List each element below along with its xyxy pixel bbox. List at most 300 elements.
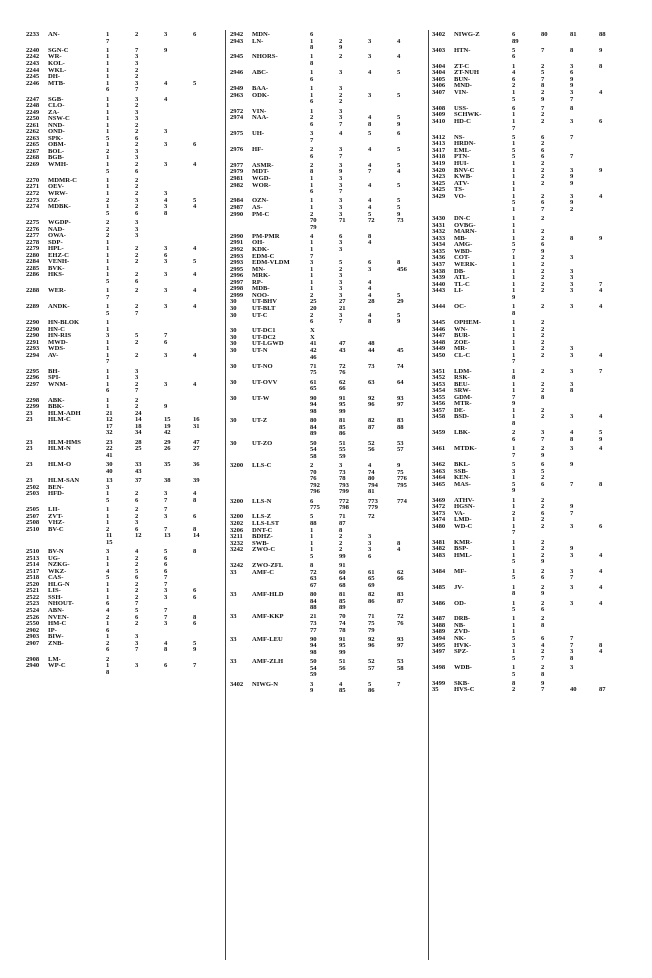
value-4-cell <box>599 359 628 366</box>
value-1-cell: 21 <box>106 409 113 417</box>
value-4-cell <box>397 154 426 161</box>
area-code-cell: 3482 <box>432 545 446 553</box>
value-3-cell: 4 <box>368 278 372 286</box>
value-3-cell: 29 <box>164 438 171 446</box>
value-3-cell: 8 <box>570 46 574 54</box>
value-3-cell: 3 <box>570 445 574 453</box>
station-code-cell: UT-OVV <box>252 378 278 386</box>
value-1-cell: 58 <box>310 452 317 460</box>
station-code-cell: ATV- <box>454 179 470 187</box>
area-code-cell <box>230 99 252 106</box>
value-1-cell: 1 <box>310 272 314 280</box>
value-4-cell: 5 <box>193 79 197 87</box>
area-code-cell <box>230 409 252 416</box>
value-1-cell: 65 <box>310 385 317 393</box>
value-2-cell <box>339 138 368 145</box>
value-3-cell <box>570 126 599 133</box>
value-2-cell <box>135 39 164 46</box>
area-code-cell <box>26 469 48 476</box>
value-4-cell: 47 <box>193 438 200 446</box>
value-1-cell: 71 <box>310 362 317 370</box>
value-1-cell: 5 <box>310 513 314 521</box>
value-1-cell: 46 <box>310 353 317 361</box>
value-2-cell: 2 <box>541 503 545 511</box>
value-4-cell: 4 <box>599 445 603 453</box>
table-row-continuation <box>432 530 638 537</box>
value-2-cell: 2 <box>541 545 545 553</box>
value-2-cell: 2 <box>135 580 139 588</box>
value-2-cell: 2 <box>541 215 545 223</box>
value-1-cell: 1 <box>512 303 516 311</box>
value-4-cell: 4 <box>397 37 401 45</box>
value-2-cell <box>541 530 570 537</box>
value-3-cell: 779 <box>368 504 378 512</box>
station-code-cell: OND- <box>48 128 65 136</box>
value-2-cell: 3 <box>541 429 545 437</box>
station-code-cell: LLS-Z <box>252 513 272 521</box>
area-code-cell <box>432 607 454 614</box>
value-3-cell: 4 <box>164 639 168 647</box>
column-2 <box>230 32 426 695</box>
value-3-cell <box>368 61 397 68</box>
value-3-cell <box>368 225 397 232</box>
value-2-cell: 4 <box>339 130 343 138</box>
value-4-cell: 9 <box>599 234 603 242</box>
value-1-cell: 3 <box>106 332 110 340</box>
value-2-cell: 71 <box>339 513 346 521</box>
value-3-cell: 5 <box>368 210 372 218</box>
area-code-cell: 2514 <box>26 561 40 569</box>
station-code-cell: HN-BLOK <box>48 319 80 326</box>
area-code-cell <box>26 39 48 46</box>
area-code-cell: 23 <box>26 461 33 469</box>
table-row-continuation <box>230 489 426 496</box>
value-3-cell <box>368 454 397 461</box>
station-code-cell: AV- <box>48 351 59 359</box>
value-1-cell: 3 <box>512 641 516 649</box>
station-code-cell: ABN- <box>48 607 65 614</box>
table-row-continuation <box>432 295 638 302</box>
value-2-cell: 2 <box>541 140 545 148</box>
value-3-cell: 9 <box>570 503 574 511</box>
value-2-cell: 7 <box>339 188 343 196</box>
value-1-cell: 6 <box>310 75 314 83</box>
value-1-cell: 5 <box>512 654 516 662</box>
value-2-cell <box>541 488 570 495</box>
value-3-cell: 7 <box>164 574 168 582</box>
station-code-cell: SSH- <box>48 593 63 601</box>
value-2-cell: 2 <box>541 648 545 656</box>
value-1-cell: 7 <box>512 451 516 459</box>
station-code-cell: WR- <box>48 53 62 61</box>
station-code-cell: AMF-HLD <box>252 591 284 599</box>
value-3-cell: 82 <box>368 591 375 599</box>
area-code-cell: 2284 <box>26 258 40 266</box>
value-3-cell: 4 <box>164 95 168 103</box>
value-4-cell: 7 <box>193 662 197 670</box>
value-1-cell: 3 <box>310 259 314 267</box>
value-3-cell: 7 <box>164 580 168 588</box>
area-code-cell <box>230 454 252 461</box>
station-code-cell: SCHWK- <box>454 111 482 119</box>
value-2-cell: 3 <box>135 225 139 233</box>
area-code-cell: 2903 <box>26 633 40 641</box>
value-2-cell: 3 <box>135 79 139 87</box>
value-4-cell: 4 <box>397 546 401 554</box>
area-code-cell: 3464 <box>432 474 446 482</box>
station-code-cell: UT-N <box>252 347 268 355</box>
value-1-cell: 84 <box>310 597 317 605</box>
station-code-cell: SGN-C <box>48 46 69 54</box>
value-4-cell: 6 <box>193 141 197 149</box>
value-1-cell: 6 <box>512 31 516 38</box>
area-code-cell <box>432 656 454 663</box>
value-4-cell <box>193 279 222 286</box>
value-4-cell: 14 <box>193 532 200 540</box>
column-3 <box>432 32 638 694</box>
value-2-cell: 2 <box>541 664 545 672</box>
area-code-cell: 3242 <box>230 562 244 570</box>
value-2-cell: 7 <box>135 646 139 654</box>
table-row-continuation <box>230 583 426 590</box>
value-3-cell: 3 <box>164 160 168 168</box>
area-code-cell <box>432 575 454 582</box>
value-3-cell: 3 <box>368 539 372 547</box>
value-1-cell: 2 <box>106 232 110 240</box>
value-3-cell: 3 <box>570 280 574 288</box>
value-3-cell: 96 <box>368 401 375 409</box>
value-1-cell: X <box>310 327 315 335</box>
value-4-cell: 8 <box>397 539 401 547</box>
area-code-cell: 3418 <box>432 153 446 161</box>
area-code-cell: 30 <box>230 311 237 319</box>
station-code-cell <box>252 650 310 657</box>
station-code-cell: LLS-C <box>252 462 272 470</box>
value-1-cell: 6 <box>512 75 516 83</box>
value-1-cell: 6 <box>512 53 516 61</box>
value-4-cell: 5 <box>397 69 401 77</box>
value-2-cell: 2 <box>135 271 139 279</box>
value-1-cell: 2 <box>310 161 314 169</box>
value-4-cell: 5 <box>397 311 401 319</box>
area-code-cell: 3429 <box>432 192 446 200</box>
value-4-cell: 9 <box>397 120 401 128</box>
value-3-cell: 4 <box>368 291 372 299</box>
value-2-cell: 2 <box>135 338 139 346</box>
value-2-cell: 6 <box>541 461 545 469</box>
value-1-cell: 1 <box>106 128 110 136</box>
value-3-cell: 3 <box>570 267 574 275</box>
value-2-cell: 33 <box>135 461 142 469</box>
area-code-cell: 2290 <box>26 332 40 340</box>
value-1-cell: 15 <box>106 538 113 546</box>
station-code-cell: ZT-C <box>454 62 470 70</box>
area-code-cell: 3445 <box>432 319 446 326</box>
value-3-cell: 6 <box>164 338 168 346</box>
value-3-cell: 26 <box>164 445 171 453</box>
value-3-cell: 7 <box>570 574 574 582</box>
value-2-cell: 3 <box>339 210 343 218</box>
value-3-cell: 3 <box>570 351 574 359</box>
value-2-cell: 2 <box>541 303 545 311</box>
value-1-cell: 7 <box>512 393 516 401</box>
area-code-cell: 3463 <box>432 467 446 475</box>
value-4-cell <box>397 454 426 461</box>
value-2-cell: 2 <box>135 66 139 74</box>
value-1-cell: 1 <box>310 53 314 61</box>
area-code-cell: 3200 <box>230 513 244 521</box>
value-3-cell <box>164 453 193 460</box>
value-4-cell <box>599 656 628 663</box>
value-2-cell: 3 <box>135 639 139 647</box>
value-3-cell: 3 <box>570 62 574 70</box>
station-code-cell <box>252 505 310 512</box>
area-code-cell: 30 <box>230 362 237 370</box>
value-1-cell: 1 <box>106 662 110 670</box>
area-code-cell: 3498 <box>432 664 446 672</box>
value-2-cell: 7 <box>339 152 343 160</box>
value-3-cell: 86 <box>368 687 375 695</box>
value-3-cell <box>368 605 397 612</box>
value-1-cell: 1 <box>310 174 314 182</box>
value-2-cell: 78 <box>339 475 346 483</box>
value-3-cell: 8 <box>570 387 574 395</box>
station-code-cell: JV- <box>454 583 464 591</box>
value-3-cell: 4 <box>368 197 372 205</box>
station-code-cell <box>48 388 106 395</box>
value-2-cell: 3 <box>339 285 343 293</box>
area-code-cell: 2993 <box>230 252 244 260</box>
area-code-cell: 3408 <box>432 104 446 112</box>
value-3-cell <box>570 530 599 537</box>
value-3-cell: 19 <box>164 422 171 430</box>
station-code-cell <box>454 488 512 495</box>
value-1-cell: 94 <box>310 642 317 650</box>
area-code-cell <box>230 505 252 512</box>
value-2-cell: 2 <box>135 128 139 136</box>
value-1-cell: 1 <box>512 599 516 607</box>
value-4-cell <box>193 39 222 46</box>
value-4-cell: 6 <box>193 620 197 628</box>
table-row-continuation <box>26 453 222 460</box>
value-3-cell: 3 <box>570 345 574 353</box>
area-code-cell <box>432 207 454 214</box>
station-code-cell <box>48 498 106 505</box>
area-code-cell: 3473 <box>432 509 446 517</box>
station-code-cell: NHORS- <box>252 53 278 61</box>
value-1-cell: 1 <box>512 88 516 96</box>
value-2-cell: 2 <box>541 367 545 375</box>
value-2-cell: 74 <box>339 620 346 628</box>
station-code-cell <box>252 189 310 196</box>
area-code-cell: 2295 <box>26 367 40 375</box>
value-3-cell <box>164 388 193 395</box>
station-code-cell <box>48 279 106 286</box>
value-1-cell: 1 <box>512 205 516 213</box>
area-code-cell: 30 <box>230 347 237 355</box>
station-code-cell <box>252 99 310 106</box>
value-1-cell: 5 <box>512 199 516 207</box>
value-3-cell <box>368 650 397 657</box>
area-code-cell: 2278 <box>26 238 40 246</box>
value-4-cell <box>193 295 222 302</box>
station-code-cell: BV-C <box>48 525 64 533</box>
station-code-cell: LN- <box>252 37 264 45</box>
station-code-cell: UT-DC1 <box>252 327 276 335</box>
station-code-cell: VA- <box>454 509 465 517</box>
value-4-cell: 66 <box>397 575 404 583</box>
area-code-cell: 2946 <box>230 69 244 77</box>
value-1-cell: 2 <box>310 291 314 299</box>
area-code-cell: 2285 <box>26 264 40 272</box>
area-code-cell <box>432 437 454 444</box>
area-code-cell: 3488 <box>432 621 446 629</box>
value-1-cell: 9 <box>512 400 516 408</box>
area-code-cell: 2507 <box>26 512 40 520</box>
area-code-cell: 35 <box>432 686 439 694</box>
area-code-cell: 3440 <box>432 280 446 288</box>
value-2-cell: 2 <box>339 98 343 106</box>
value-1-cell: 1 <box>310 526 314 534</box>
station-code-cell: WERK- <box>454 261 478 269</box>
value-1-cell: 2 <box>106 218 110 226</box>
value-1-cell: 6 <box>310 152 314 160</box>
value-3-cell: 13 <box>164 532 171 540</box>
value-4-cell <box>397 370 426 377</box>
value-2-cell: 4 <box>135 548 139 556</box>
value-1-cell: 1 <box>310 181 314 189</box>
value-2-cell: 95 <box>339 401 346 409</box>
value-1-cell: 22 <box>106 445 113 453</box>
value-1-cell: 5 <box>512 461 516 469</box>
value-1-cell: 5 <box>512 635 516 643</box>
area-code-cell: 2510 <box>26 525 40 533</box>
value-3-cell: 9 <box>570 173 574 181</box>
value-4-cell <box>397 672 426 679</box>
station-code-cell: BV-N <box>48 548 64 556</box>
value-4-cell: 456 <box>397 265 407 273</box>
station-code-cell: RP- <box>252 278 263 286</box>
area-code-cell: 3202 <box>230 519 244 527</box>
area-code-cell: 33 <box>230 658 237 666</box>
station-code-cell: SPI- <box>48 374 61 382</box>
table-row-continuation <box>230 688 426 695</box>
value-4-cell: 9 <box>599 46 603 54</box>
value-3-cell: 9 <box>570 75 574 83</box>
value-3-cell: 4 <box>368 181 372 189</box>
station-code-cell: LDM- <box>454 367 472 375</box>
value-2-cell: 7 <box>339 318 343 326</box>
area-code-cell <box>230 672 252 679</box>
value-4-cell: 6 <box>193 512 197 520</box>
area-code-cell: 2249 <box>26 108 40 116</box>
value-3-cell: 92 <box>368 635 375 643</box>
value-2-cell: 3 <box>339 239 343 247</box>
station-code-cell <box>48 540 106 547</box>
value-3-cell: 96 <box>368 642 375 650</box>
value-1-cell: 2 <box>310 311 314 319</box>
value-3-cell: 3 <box>164 287 168 295</box>
value-3-cell: 3 <box>570 583 574 591</box>
table-row-continuation <box>230 672 426 679</box>
value-2-cell: 85 <box>339 687 346 695</box>
station-code-cell: NND- <box>48 121 65 129</box>
value-2-cell: 5 <box>135 567 139 575</box>
area-code-cell: 2288 <box>26 287 40 295</box>
value-2-cell: 2 <box>541 445 545 453</box>
area-code-cell: 3484 <box>432 567 446 575</box>
station-code-cell: HD-C <box>454 117 471 125</box>
station-code-cell: SGB- <box>48 95 64 103</box>
value-1-cell: 1 <box>512 62 516 70</box>
value-1-cell: 5 <box>310 552 314 560</box>
value-2-cell: 89 <box>339 604 346 612</box>
value-3-cell <box>164 359 193 366</box>
value-2-cell: 2 <box>135 351 139 359</box>
station-code-cell: HLM-O <box>48 461 72 469</box>
table-row-continuation <box>230 454 426 461</box>
station-code-cell: OWA- <box>48 232 66 240</box>
station-code-cell: BKL- <box>454 461 471 469</box>
value-4-cell: 5 <box>397 197 401 205</box>
value-1-cell: 1 <box>106 108 110 116</box>
value-2-cell: 9 <box>339 44 343 52</box>
area-code-cell: 3450 <box>432 351 446 359</box>
value-3-cell: 15 <box>164 416 171 424</box>
station-code-cell: GDM- <box>454 393 473 401</box>
station-code-cell: WDB- <box>454 664 472 672</box>
value-2-cell: 5 <box>135 607 139 614</box>
value-3-cell: 4 <box>368 145 372 153</box>
value-2-cell: 2 <box>541 192 545 200</box>
value-1-cell: 1 <box>512 325 516 333</box>
value-1-cell: 1 <box>512 215 516 223</box>
station-code-cell: ZWO-C <box>252 546 276 554</box>
value-4-cell: 8 <box>193 548 197 556</box>
value-4-cell <box>599 39 628 46</box>
area-code-cell: 2279 <box>26 245 40 253</box>
value-2-cell: 6 <box>135 525 139 533</box>
value-4-cell: 39 <box>193 477 200 485</box>
area-code-cell <box>432 591 454 598</box>
value-2-cell: 99 <box>339 407 346 415</box>
value-2-cell <box>135 540 164 547</box>
value-1-cell: 1 <box>106 73 110 81</box>
value-2-cell: 71 <box>339 217 346 225</box>
value-1-cell: 1 <box>512 387 516 395</box>
value-1-cell: 1 <box>106 303 110 311</box>
value-2-cell: 8 <box>541 393 545 401</box>
area-code-cell <box>26 670 48 677</box>
value-4-cell: 88 <box>397 423 404 431</box>
area-code-cell <box>230 122 252 129</box>
area-code-cell: 3404 <box>432 62 446 70</box>
value-3-cell: 7 <box>164 613 168 621</box>
value-1-cell: 3 <box>310 680 314 688</box>
area-code-cell: 2963 <box>230 91 244 99</box>
station-code-cell: MDN- <box>252 31 270 38</box>
station-code-cell <box>252 355 310 362</box>
area-code-cell <box>26 87 48 94</box>
value-3-cell: 52 <box>368 439 375 447</box>
area-code-cell: 30 <box>230 333 237 341</box>
value-3-cell: 82 <box>368 417 375 425</box>
value-1-cell: 32 <box>106 429 113 437</box>
value-1-cell: 1 <box>106 287 110 295</box>
area-code-cell: 3410 <box>432 117 446 125</box>
value-2-cell: 14 <box>135 416 142 424</box>
value-2-cell: 21 <box>339 304 346 312</box>
